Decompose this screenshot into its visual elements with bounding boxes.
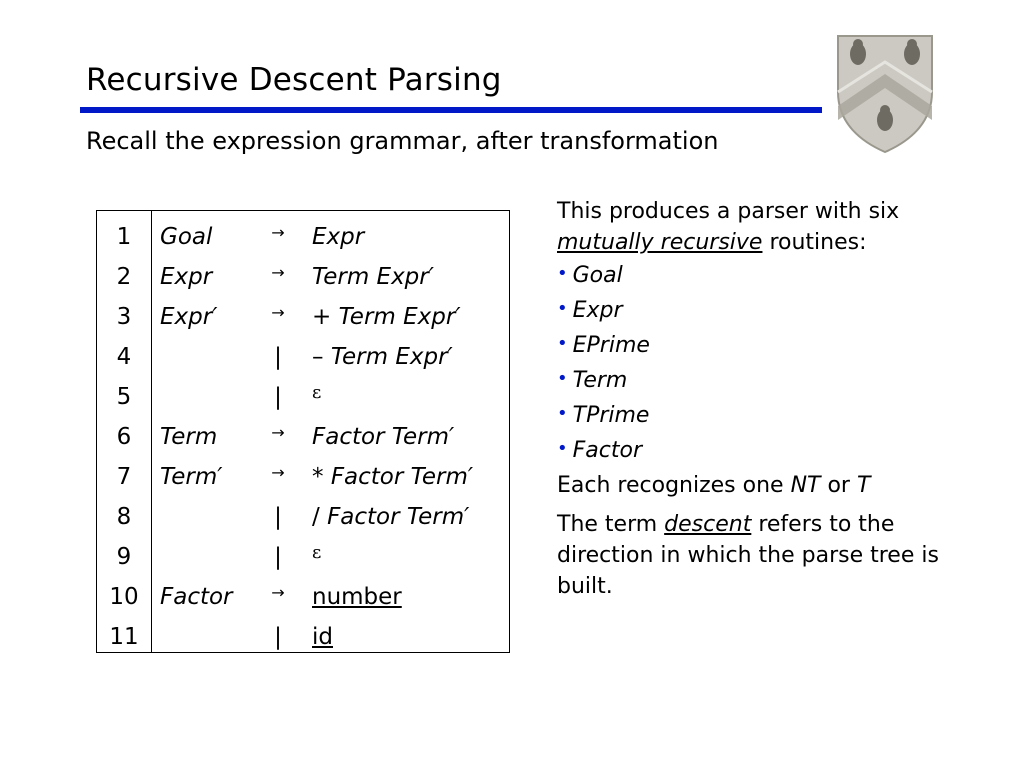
intro-text <box>557 196 967 258</box>
university-shield-logo <box>834 32 936 154</box>
rule-lhs: Expr′ <box>160 304 218 330</box>
grammar-row <box>97 417 509 457</box>
grammar-row <box>97 497 509 537</box>
derives-arrow-icon <box>265 417 291 459</box>
rule-rhs <box>312 417 454 457</box>
rule-lhs: Goal <box>160 224 213 250</box>
rule-rhs <box>312 377 321 419</box>
routine-name: TPrime <box>572 403 650 428</box>
bar-glyph: | <box>274 624 282 650</box>
bullet-icon: • <box>557 263 568 284</box>
rule-number: 3 <box>116 304 132 330</box>
bullet-icon: • <box>557 298 568 319</box>
rhs-terminal: * <box>312 464 331 490</box>
bullet-icon: • <box>557 368 568 389</box>
routine-list-item <box>557 328 967 363</box>
rhs-nonterminals: Factor Term′ <box>330 464 474 490</box>
rhs-nonterminals: Factor Term′ <box>312 424 455 450</box>
grammar-row <box>97 577 509 617</box>
descent-part1: The term <box>557 512 665 537</box>
arrow-glyph: → <box>271 223 285 242</box>
arrow-glyph: → <box>271 263 285 282</box>
arrow-glyph: → <box>271 583 285 602</box>
rule-number: 8 <box>116 504 132 530</box>
rhs-nonterminals: Term Expr′ <box>312 264 434 290</box>
derives-arrow-icon <box>265 257 291 299</box>
bullet-icon: • <box>557 403 568 424</box>
rule-rhs <box>312 497 469 537</box>
rule-rhs <box>312 257 434 297</box>
rhs-terminal: id <box>312 624 333 650</box>
rule-rhs <box>312 577 402 617</box>
rule-number: 7 <box>116 464 132 490</box>
rhs-terminal: / <box>312 504 328 530</box>
routine-list-item <box>557 363 967 398</box>
bar-glyph: | <box>274 384 282 410</box>
alternative-bar <box>265 337 291 377</box>
intro-part1: This produces a parser with six <box>557 199 900 224</box>
rule-number: 4 <box>116 344 132 370</box>
rhs-terminal: – <box>312 344 331 370</box>
grammar-row <box>97 377 509 417</box>
routine-list-item <box>557 433 967 468</box>
arrow-glyph: → <box>271 303 285 322</box>
rule-number: 1 <box>116 224 132 250</box>
grammar-row <box>97 617 509 657</box>
rule-rhs <box>312 217 364 257</box>
grammar-row <box>97 457 509 497</box>
rule-number: 5 <box>116 384 132 410</box>
notes-panel <box>557 196 967 602</box>
rhs-terminal: number <box>312 584 402 610</box>
alternative-bar <box>265 537 291 577</box>
rhs-nonterminals: Factor Term′ <box>327 504 470 530</box>
intro-part2: routines: <box>762 230 867 255</box>
rule-rhs <box>312 537 321 579</box>
grammar-table <box>96 210 510 653</box>
routine-list <box>557 258 967 468</box>
grammar-row <box>97 337 509 377</box>
routine-name: Expr <box>572 298 623 323</box>
arrow-glyph: → <box>271 423 285 442</box>
rhs-terminal: + <box>312 304 339 330</box>
title-rule <box>80 107 822 113</box>
rule-lhs: Term <box>160 424 218 450</box>
routine-list-item <box>557 258 967 293</box>
routine-name: Goal <box>572 263 623 288</box>
rule-number: 11 <box>109 624 139 650</box>
rule-rhs <box>312 297 461 337</box>
rule-number: 9 <box>116 544 132 570</box>
alternative-bar <box>265 497 291 537</box>
rhs-nonterminals: Term Expr′ <box>338 304 461 330</box>
recognizes-mid: or <box>820 473 857 498</box>
grammar-row <box>97 297 509 337</box>
bullet-icon: • <box>557 438 568 459</box>
grammar-row <box>97 537 509 577</box>
routine-name: Term <box>572 368 628 393</box>
rule-lhs: Factor <box>160 584 233 610</box>
arrow-glyph: → <box>271 463 285 482</box>
rule-number: 6 <box>116 424 132 450</box>
bar-glyph: | <box>274 344 282 370</box>
rule-number: 10 <box>109 584 139 610</box>
epsilon-symbol: ε <box>312 542 322 563</box>
routine-name: Factor <box>572 438 642 463</box>
bar-glyph: | <box>274 544 282 570</box>
bar-glyph: | <box>274 504 282 530</box>
rule-number: 2 <box>116 264 132 290</box>
derives-arrow-icon <box>265 297 291 339</box>
alternative-bar <box>265 377 291 417</box>
descent-part2: refers to the direction in which the parse tree is built. <box>557 512 939 599</box>
descent-text <box>557 509 967 602</box>
recognizes-part1: Each recognizes one <box>557 473 791 498</box>
routine-name: EPrime <box>572 333 650 358</box>
derives-arrow-icon <box>265 577 291 619</box>
recognizes-t: T <box>856 473 871 498</box>
grammar-row <box>97 257 509 297</box>
alternative-bar <box>265 617 291 657</box>
rule-rhs <box>312 457 473 497</box>
slide-subtitle: Recall the expression grammar, after transformation <box>86 127 719 155</box>
descent-emphasis: descent <box>664 512 752 537</box>
routine-list-item <box>557 398 967 433</box>
recognizes-text <box>557 470 967 501</box>
epsilon-symbol: ε <box>312 382 322 403</box>
rule-lhs: Expr <box>160 264 213 290</box>
slide-title: Recursive Descent Parsing <box>86 62 502 98</box>
rhs-nonterminals: Term Expr′ <box>330 344 453 370</box>
intro-emphasis: mutually recursive <box>557 230 763 255</box>
derives-arrow-icon <box>265 217 291 259</box>
bullet-icon: • <box>557 333 568 354</box>
grammar-row <box>97 217 509 257</box>
routine-list-item <box>557 293 967 328</box>
recognizes-nt: NT <box>790 473 821 498</box>
rhs-nonterminals: Expr <box>312 224 365 250</box>
derives-arrow-icon <box>265 457 291 499</box>
rule-rhs <box>312 617 333 657</box>
rule-lhs: Term′ <box>160 464 223 490</box>
rule-rhs <box>312 337 453 377</box>
